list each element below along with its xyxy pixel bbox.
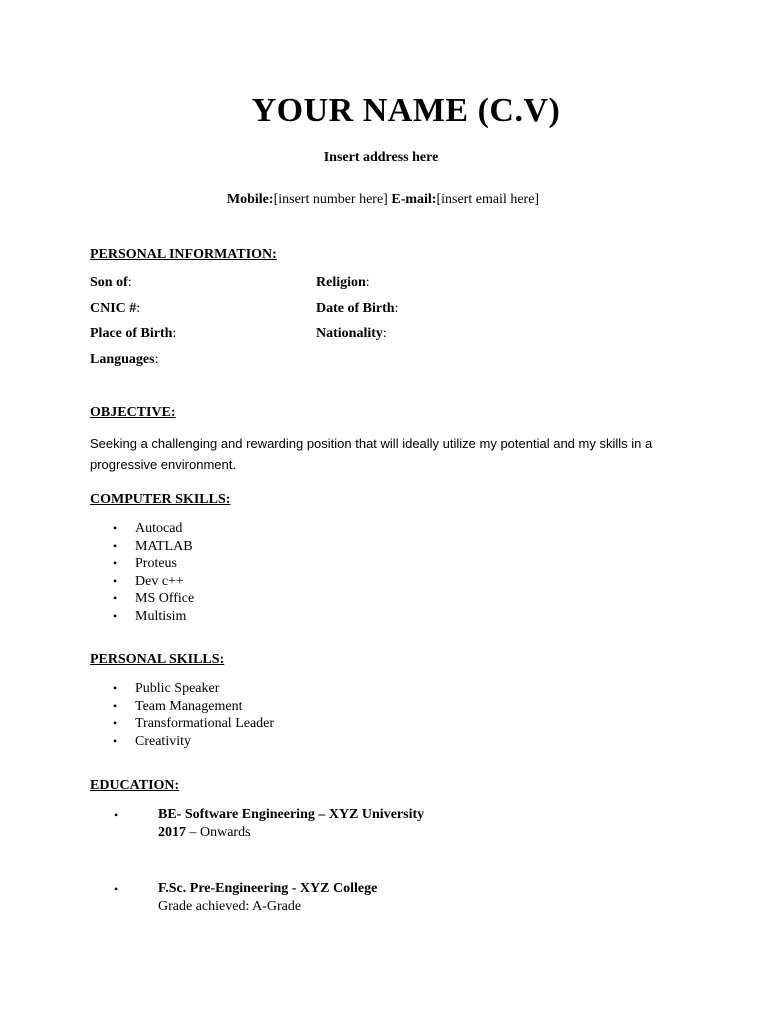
colon: : bbox=[394, 301, 399, 316]
objective-heading: OBJECTIVE: bbox=[90, 405, 176, 420]
list-item bbox=[90, 680, 274, 698]
bullet: • bbox=[113, 573, 118, 588]
contact-line bbox=[0, 192, 766, 208]
education-title: BE- Software Engineering – XYZ University bbox=[158, 807, 425, 822]
computer-skills-heading: COMPUTER SKILLS: bbox=[90, 492, 231, 507]
personal-information-heading: PERSONAL INFORMATION: bbox=[90, 247, 277, 262]
bullet: • bbox=[113, 556, 118, 570]
bullet: • bbox=[113, 733, 118, 748]
email-label: E-mail: bbox=[391, 192, 437, 207]
nationality-field bbox=[316, 326, 387, 342]
languages-label: Languages bbox=[90, 352, 155, 367]
education-detail: – Onwards bbox=[186, 825, 251, 840]
list-item bbox=[90, 608, 194, 626]
page-title: YOUR NAME (C.V) bbox=[251, 92, 561, 129]
bullet: • bbox=[113, 591, 118, 605]
place-of-birth-label: Place of Birth bbox=[90, 326, 173, 341]
bullet: • bbox=[113, 698, 118, 713]
date-of-birth-label: Date of Birth bbox=[316, 301, 395, 316]
colon: : bbox=[154, 352, 159, 367]
colon: : bbox=[365, 275, 370, 290]
email-value: [insert email here] bbox=[436, 192, 540, 207]
skill-label: Team Management bbox=[135, 698, 243, 714]
bullet: • bbox=[113, 538, 118, 553]
personal-skills-list bbox=[90, 680, 274, 750]
skill-label: Transformational Leader bbox=[135, 716, 275, 731]
colon: : bbox=[136, 301, 141, 316]
mobile-value: [insert number here] bbox=[273, 192, 388, 207]
colon: : bbox=[382, 326, 387, 341]
list-item bbox=[90, 715, 274, 733]
cnic-label: CNIC # bbox=[90, 301, 137, 316]
son-of-field bbox=[90, 275, 132, 291]
skill-label: Creativity bbox=[135, 733, 191, 749]
bullet: • bbox=[113, 608, 118, 623]
list-item bbox=[90, 698, 274, 716]
nationality-label: Nationality bbox=[316, 326, 383, 341]
skill-label: MS Office bbox=[135, 591, 195, 606]
education-period bbox=[158, 824, 251, 842]
education-heading: EDUCATION: bbox=[90, 778, 180, 793]
bullet: • bbox=[114, 808, 119, 822]
skill-label: Autocad bbox=[135, 521, 183, 536]
bullet: • bbox=[113, 716, 118, 730]
colon: : bbox=[127, 275, 132, 290]
list-item bbox=[90, 555, 194, 573]
religion-field bbox=[316, 275, 370, 291]
skill-label: Dev c++ bbox=[135, 573, 184, 589]
personal-skills-heading: PERSONAL SKILLS: bbox=[90, 652, 225, 667]
education-title: F.Sc. Pre-Engineering - XYZ College bbox=[158, 881, 378, 896]
skill-label: Proteus bbox=[135, 556, 177, 571]
skill-label: Multisim bbox=[135, 608, 187, 624]
education-detail: Grade achieved: A-Grade bbox=[158, 899, 302, 914]
bullet: • bbox=[113, 521, 118, 535]
bullet: • bbox=[113, 681, 118, 695]
list-item bbox=[90, 538, 194, 556]
mobile-label: Mobile: bbox=[226, 192, 274, 207]
date-of-birth-field bbox=[316, 301, 398, 317]
list-item bbox=[90, 590, 194, 608]
address-line: Insert address here bbox=[323, 150, 439, 165]
place-of-birth-field bbox=[90, 326, 176, 342]
languages-field bbox=[90, 352, 158, 368]
bullet: • bbox=[114, 882, 119, 896]
education-year: 2017 bbox=[158, 825, 186, 840]
computer-skills-list bbox=[90, 520, 194, 625]
list-item bbox=[90, 573, 194, 591]
colon: : bbox=[172, 326, 177, 341]
cnic-field bbox=[90, 301, 140, 317]
objective-text: Seeking a challenging and rewarding position that will ideally utilize my potential and my skills in a progressive environment. bbox=[90, 436, 653, 472]
list-item bbox=[90, 733, 274, 751]
son-of-label: Son of bbox=[90, 275, 128, 290]
skill-label: Public Speaker bbox=[135, 681, 220, 696]
religion-label: Religion bbox=[316, 275, 366, 290]
list-item bbox=[90, 520, 194, 538]
skill-label: MATLAB bbox=[135, 538, 193, 554]
